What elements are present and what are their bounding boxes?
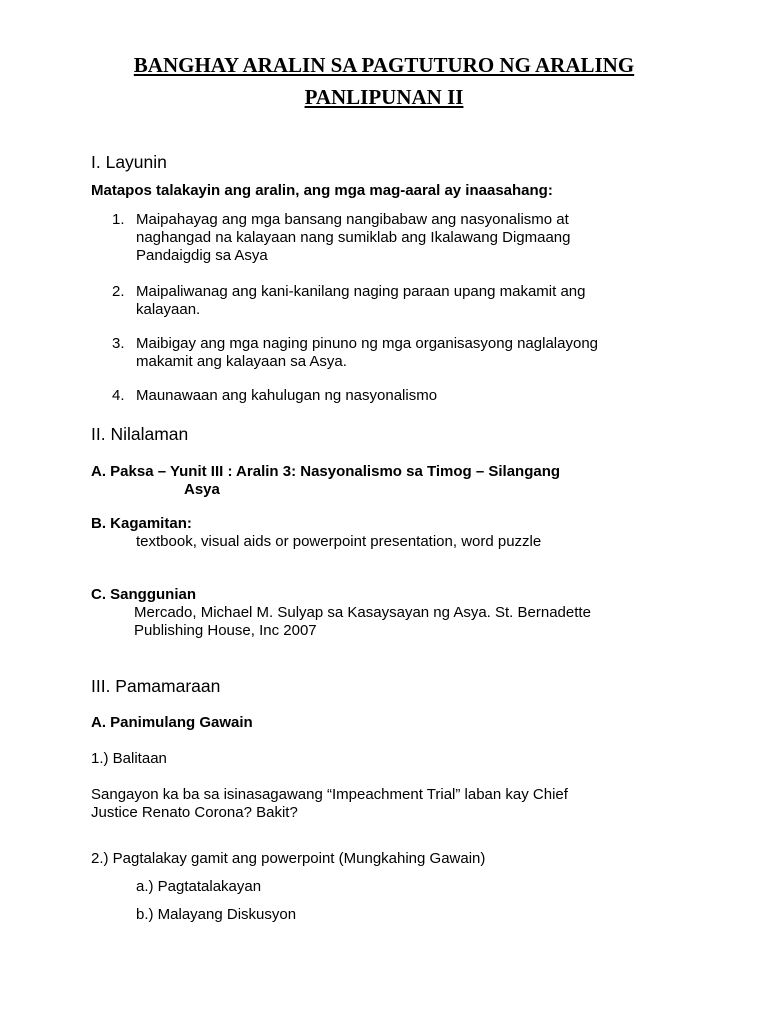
objective-item — [136, 335, 696, 371]
objective-line: Pandaigdig sa Asya — [136, 247, 268, 264]
objectives-intro: Matapos talakayin ang aralin, ang mga mag-aaral ay inaasahang: — [91, 182, 553, 199]
kagamitan-value: textbook, visual aids or powerpoint presentation, word puzzle — [136, 533, 542, 550]
objective-item — [136, 211, 696, 265]
objective-number: 3. — [112, 335, 125, 352]
objective-line: naghangad na kalayaan nang sumiklab ang Ikalawang Digmaang — [136, 229, 571, 246]
section-heading-pamamaraan: III. Pamamaraan — [91, 676, 221, 696]
objective-line: Maipahayag ang mga bansang nangibabaw ang nasyonalismo at — [136, 211, 569, 228]
step-2: 2.) Pagtalakay gamit ang powerpoint (Mungkahing Gawain) — [91, 850, 486, 867]
sanggunian-label: C. Sanggunian — [91, 586, 196, 603]
objective-line: makamit ang kalayaan sa Asya. — [136, 353, 347, 370]
objective-line: kalayaan. — [136, 301, 201, 318]
document-title-line-1: BANGHAY ARALIN SA PAGTUTURO NG ARALING — [133, 53, 635, 77]
objective-number: 2. — [112, 283, 125, 300]
paksa-line-1: A. Paksa – Yunit III : Aralin 3: Nasyonalismo sa Timog – Silangang — [91, 463, 561, 480]
objective-line: Maibigay ang mga naging pinuno ng mga organisasyong naglalayong — [136, 335, 598, 352]
question-line-1: Sangayon ka ba sa isinasagawang “Impeachment Trial” laban kay Chief — [91, 786, 568, 803]
balitaan-item: 1.) Balitaan — [91, 750, 167, 767]
paksa-line-2: Asya — [184, 481, 220, 498]
sanggunian-line-2: Publishing House, Inc 2007 — [134, 622, 317, 639]
section-heading-nilalaman: II. Nilalaman — [91, 424, 189, 444]
objective-number: 4. — [112, 387, 125, 404]
objective-item — [136, 283, 696, 319]
objective-line: Maunawaan ang kahulugan ng nasyonalismo — [136, 387, 438, 404]
sanggunian-line-1: Mercado, Michael M. Sulyap sa Kasaysayan ng Asya. St. Bernadette — [134, 604, 591, 621]
section-heading-layunin: I. Layunin — [91, 152, 167, 172]
objective-item — [136, 387, 696, 405]
panimulang-gawain-heading: A. Panimulang Gawain — [91, 714, 253, 731]
step-2a: a.) Pagtatalakayan — [136, 878, 262, 895]
kagamitan-label: B. Kagamitan: — [91, 515, 192, 532]
document-title-line-2: PANLIPUNAN II — [304, 85, 464, 109]
objective-line: Maipaliwanag ang kani-kanilang naging paraan upang makamit ang — [136, 283, 586, 300]
objective-number: 1. — [112, 211, 125, 228]
step-2b: b.) Malayang Diskusyon — [136, 906, 297, 923]
question-line-2: Justice Renato Corona? Bakit? — [91, 804, 298, 821]
